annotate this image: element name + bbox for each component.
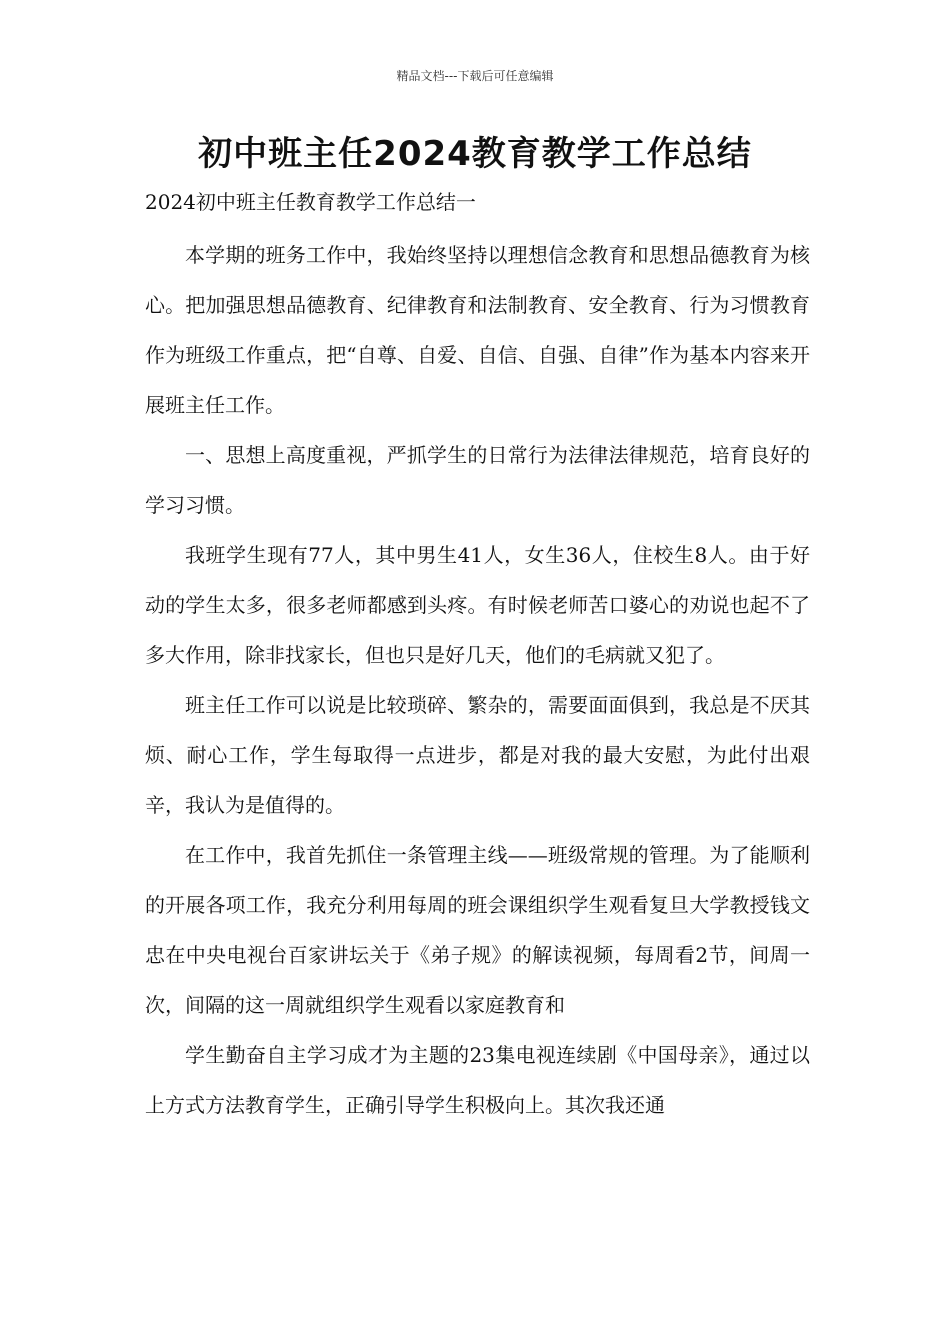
paragraph: 我班学生现有77人，其中男生41人，女生36人，住校生8人。由于好动的学生太多，很多老师都感到头疼。有时候老师苦口婆心的劝说也起不了多大作用，除非找家长，但也只是好几天，他们的毛病就又犯了。 bbox=[145, 543, 810, 667]
document-subtitle: 2024初中班主任教育教学工作总结一 bbox=[145, 190, 476, 214]
paragraph: 在工作中，我首先抓住一条管理主线——班级常规的管理。为了能顺利的开展各项工作，我充分利用每周的班会课组织学生观看复旦大学教授钱文忠在中央电视台百家讲坛关于《弟子规》的解读视频，每周看2节，间周一次，间隔的这一周就组织学生观看以家庭教育和 bbox=[145, 843, 810, 1017]
paragraph: 班主任工作可以说是比较琐碎、繁杂的，需要面面俱到，我总是不厌其烦、耐心工作，学生每取得一点进步，都是对我的最大安慰，为此付出艰辛，我认为是值得的。 bbox=[145, 693, 810, 817]
paragraph: 学生勤奋自主学习成才为主题的23集电视连续剧《中国母亲》，通过以上方式方法教育学生，正确引导学生积极向上。其次我还通 bbox=[145, 1043, 810, 1117]
document-body bbox=[145, 230, 810, 1130]
document-title: 初中班主任2024教育教学工作总结 bbox=[198, 134, 752, 174]
header-note: 精品文档---下载后可任意编辑 bbox=[396, 69, 554, 83]
paragraph: 一、思想上高度重视，严抓学生的日常行为法律法律规范，培育良好的学习习惯。 bbox=[145, 443, 810, 517]
paragraph: 本学期的班务工作中，我始终坚持以理想信念教育和思想品德教育为核心。把加强思想品德教育、纪律教育和法制教育、安全教育、行为习惯教育作为班级工作重点，把“自尊、自爱、自信、自强、自律”作为基本内容来开展班主任工作。 bbox=[145, 243, 810, 417]
